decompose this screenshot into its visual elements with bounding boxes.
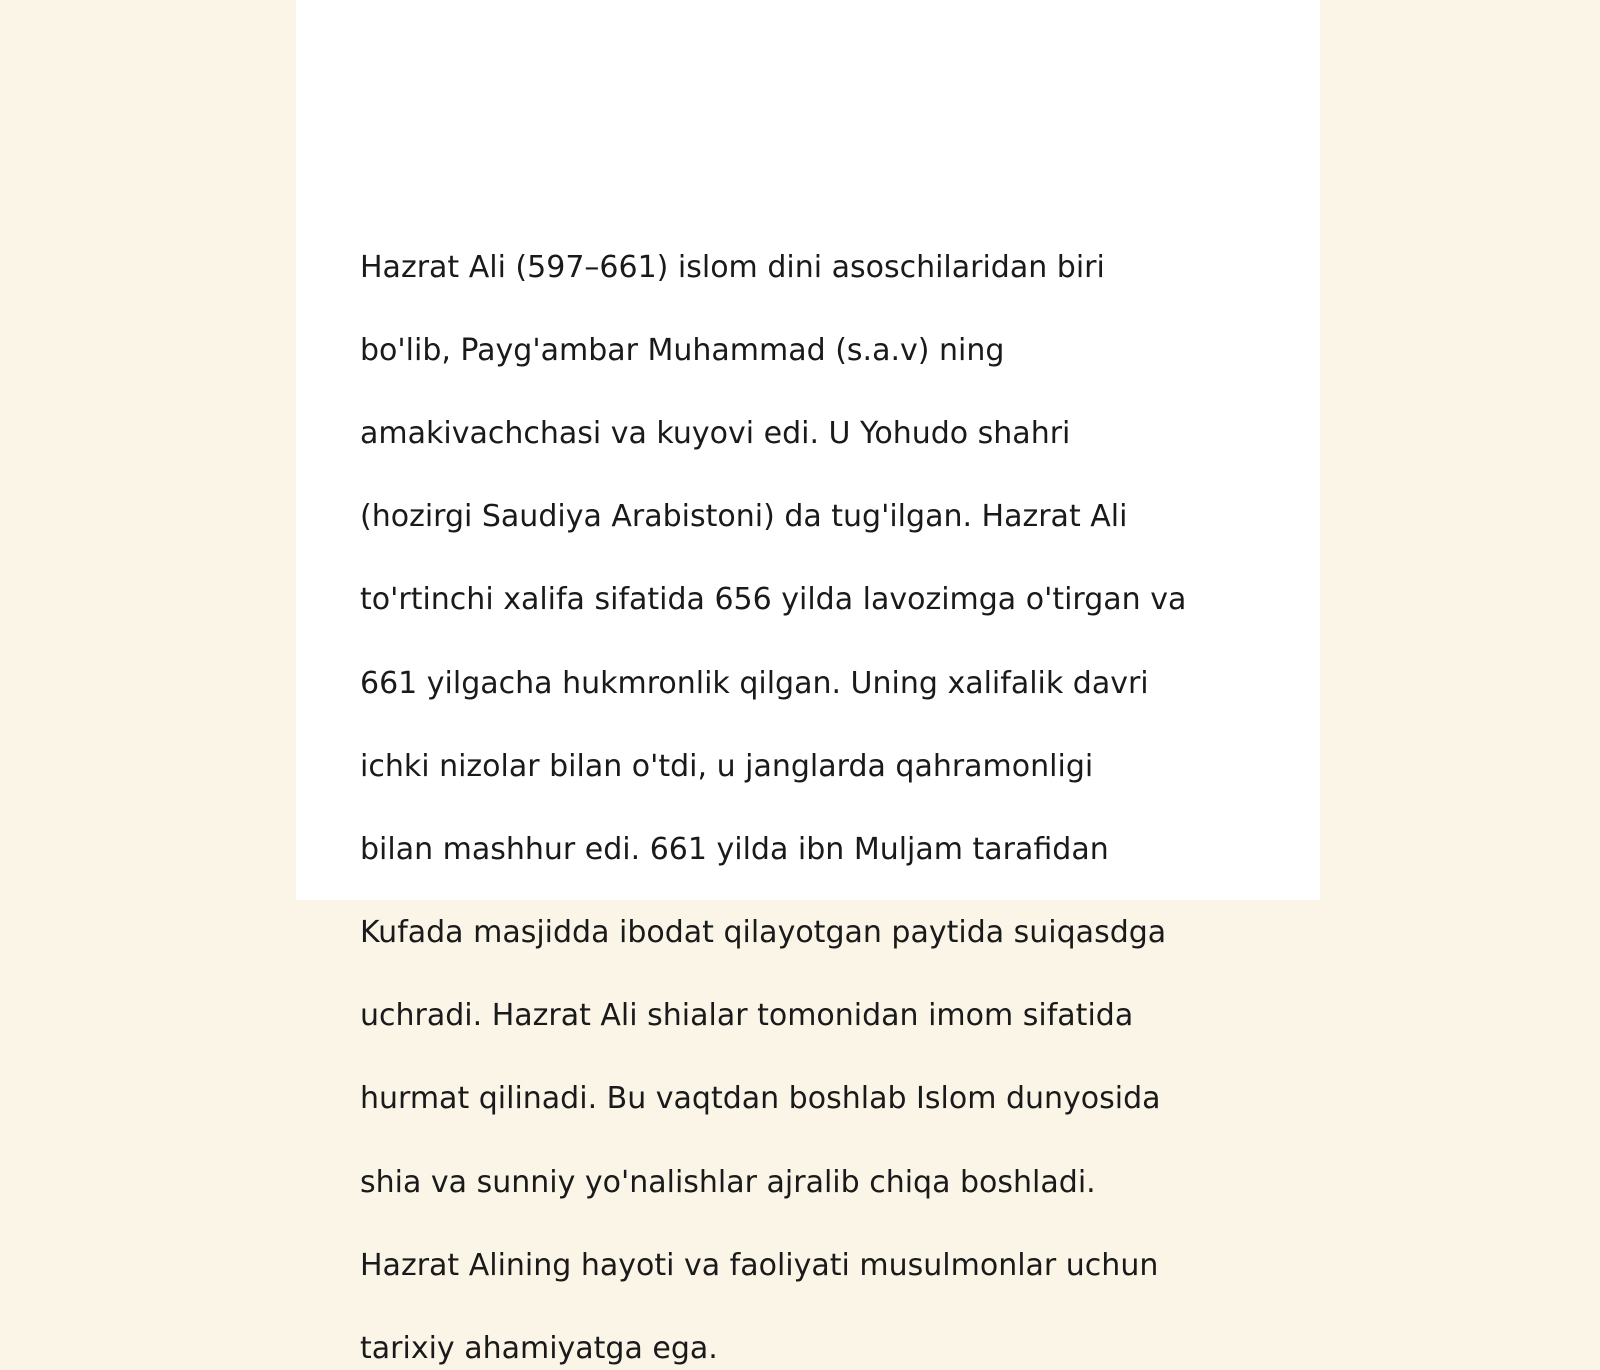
paragraph-line: shia va sunniy yo'nalishlar ajralib chiqa boshladi. — [360, 1164, 1096, 1200]
paragraph-line: Hazrat Ali (597–661) islom dini asoschilaridan biri — [360, 249, 1105, 285]
paragraph-line: bo'lib, Payg'ambar Muhammad (s.a.v) ning — [360, 332, 1005, 368]
paragraph-line: bilan mashhur edi. 661 yilda ibn Muljam tarafidan — [360, 831, 1109, 867]
paragraph-line: 661 yilgacha hukmronlik qilgan. Uning xalifalik davri — [360, 665, 1149, 701]
paragraph-line: tarixiy ahamiyatga ega. — [360, 1331, 718, 1367]
paragraph-line: Hazrat Alining hayoti va faoliyati musulmonlar uchun — [360, 1247, 1159, 1283]
paragraph-line: amakivachchasi va kuyovi edi. U Yohudo shahri — [360, 415, 1071, 451]
paragraph-line: to'rtinchi xalifa sifatida 656 yilda lavozimga o'tirgan va — [360, 582, 1187, 618]
paragraph-line: Kufada masjidda ibodat qilayotgan paytida suiqasdga — [360, 915, 1167, 951]
paragraph-line: ichki nizolar bilan o'tdi, u janglarda qahramonligi — [360, 748, 1094, 784]
body-paragraph — [360, 205, 1260, 1370]
document-sheet — [296, 0, 1320, 1367]
paragraph-line: (hozirgi Saudiya Arabistoni) da tug'ilgan. Hazrat Ali — [360, 499, 1128, 535]
paragraph-line: hurmat qilinadi. Bu vaqtdan boshlab Islom dunyosida — [360, 1081, 1161, 1117]
paragraph-line: uchradi. Hazrat Ali shialar tomonidan imom sifatida — [360, 998, 1134, 1034]
